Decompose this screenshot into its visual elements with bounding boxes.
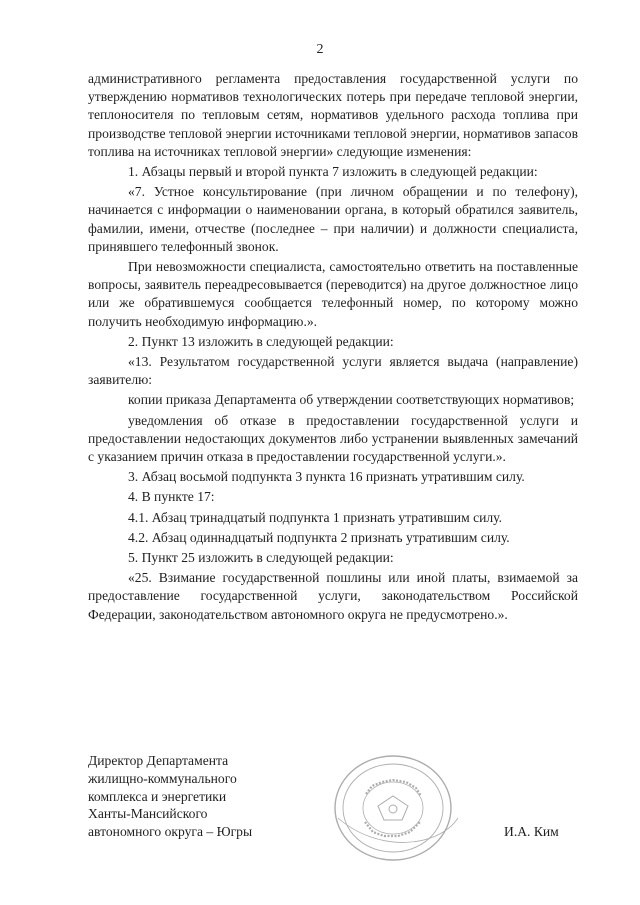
paragraph-item-4-1: 4.1. Абзац тринадцатый подпункта 1 признать утратившим силу. <box>128 509 503 525</box>
signature-position-line: комплекса и энергетики <box>88 788 227 804</box>
paragraph-clause-7-second: При невозможности специалиста, самостоятельно ответить на поставленные вопросы, заявитель переадресовывается (переводится) на другое должностное лицо или же обратившемуся сообщается телефонный номер, по которому можно получить необходимую информацию.». <box>88 259 578 329</box>
paragraph-clause-13-copies: копии приказа Департамента об утверждении соответствующих нормативов; <box>128 392 575 408</box>
signature-position-line: Директор Департамента <box>88 753 229 768</box>
paragraph-clause-7: «7. Устное консультирование (при личном обращении и по телефону), начинается с информации о наименовании органа, в который обратился заявитель, фамилии, имени, отчестве (последнее – при наличии) и должности специалиста, принявшего телефонный звонок. <box>88 184 578 254</box>
document-body <box>88 70 578 624</box>
paragraph-item-2: 2. Пункт 13 изложить в следующей редакции: <box>128 333 394 349</box>
paragraph-clause-13-notice: уведомления об отказе в предоставлении государственной услуги и предоставлении недостающих документов либо устранении выявленных замечаний с указанием причин отказа в предоставлении государственной услуги.». <box>88 412 578 465</box>
official-seal-stamp <box>318 748 468 868</box>
paragraph-clause-25: «25. Взимание государственной пошлины или иной платы, взимаемой за предоставление государственной услуги, законодательством Российской Федерации, законодательством автономного округа не предусмотрено.». <box>88 570 578 622</box>
paragraph-item-3: 3. Абзац восьмой подпункта 3 пункта 16 признать утратившим силу. <box>128 469 525 485</box>
paragraph-item-5: 5. Пункт 25 изложить в следующей редакции: <box>128 550 394 566</box>
paragraph-item-4: 4. В пункте 17: <box>128 489 215 505</box>
signer-name: И.А. Ким <box>504 824 559 839</box>
signature-position <box>88 752 318 841</box>
paragraph-clause-13: «13. Результатом государственной услуги является выдача (направление) заявителю: <box>88 354 578 388</box>
paragraph-item-1: 1. Абзацы первый и второй пункта 7 изложить в следующей редакции: <box>128 164 538 180</box>
signature-position-line: жилищно-коммунального <box>88 770 237 786</box>
signature-position-line: Ханты-Мансийского <box>88 806 208 822</box>
paragraph-intro: административного регламента предоставления государственной услуги по утверждению нормативов технологических потерь при передаче тепловой энергии, теплоносителя по тепловым сетям, нормативов удельного расхода топлива при производстве тепловой энергии источниками тепловой энергии, нормативов запасов топлива на источниках тепловой энергии» следующие изменения: <box>88 71 578 159</box>
page-number: 2 <box>316 42 324 57</box>
paragraph-item-4-2: 4.2. Абзац одиннадцатый подпункта 2 признать утратившим силу. <box>128 529 510 545</box>
signature-position-line: автономного округа – Югры <box>88 824 253 840</box>
